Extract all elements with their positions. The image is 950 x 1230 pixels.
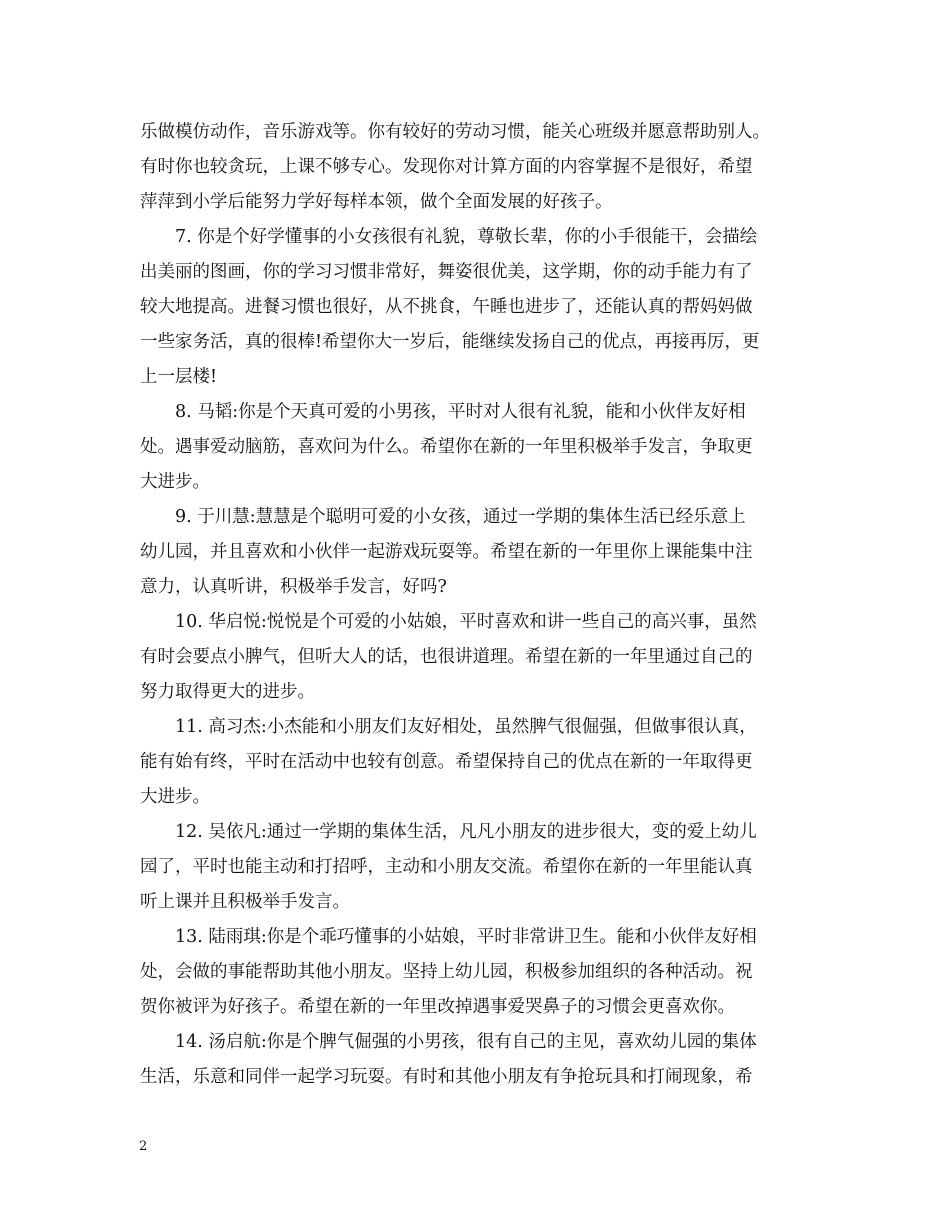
text-line: 萍萍到小学后能努力学好每样本领，做个全面发展的好孩子。 — [140, 192, 613, 212]
text-line: 11. 高习杰:小杰能和小朋友们友好相处，虽然脾气很倔强，但做事很认真， — [140, 717, 757, 737]
text-line: 9. 于川慧:慧慧是个聪明可爱的小女孩，通过一学期的集体生活已经乐意上 — [140, 507, 746, 527]
text-line: 12. 吴依凡:通过一学期的集体生活，凡凡小朋友的进步很大，变的爱上幼儿 — [140, 822, 757, 842]
text-line: 有时会要点小脾气，但听大人的话，也很讲道理。希望在新的一年里通过自己的 — [140, 647, 753, 667]
text-line: 意力，认真听讲，积极举手发言，好吗? — [140, 577, 447, 597]
text-line: 听上课并且积极举手发言。 — [140, 892, 350, 912]
text-line: 乐做模仿动作，音乐游戏等。你有较好的劳动习惯，能关心班级并愿意帮助别人。 — [140, 122, 770, 142]
text-line: 贺你被评为好孩子。希望在新的一年里改掉遇事爱哭鼻子的习惯会更喜欢你。 — [140, 997, 735, 1017]
text-line: 出美丽的图画，你的学习习惯非常好，舞姿很优美，这学期，你的动手能力有了 — [140, 262, 753, 282]
text-line: 幼儿园，并且喜欢和小伙伴一起游戏玩耍等。希望在新的一年里你上课能集中注 — [140, 542, 753, 562]
text-line: 7. 你是个好学懂事的小女孩很有礼貌，尊敬长辈，你的小手很能干，会描绘 — [140, 227, 758, 247]
text-line: 上一层楼! — [140, 367, 218, 387]
text-line: 10. 华启悦:悦悦是个可爱的小姑娘，平时喜欢和讲一些自己的高兴事，虽然 — [140, 612, 757, 632]
page-number: 2 — [139, 1139, 148, 1154]
text-line: 园了，平时也能主动和打招呼，主动和小朋友交流。希望你在新的一年里能认真 — [140, 857, 753, 877]
text-line: 大进步。 — [140, 787, 210, 807]
text-line: 生活，乐意和同伴一起学习玩耍。有时和其他小朋友有争抢玩具和打闹现象，希 — [140, 1067, 753, 1087]
text-line: 处。遇事爱动脑筋，喜欢问为什么。希望你在新的一年里积极举手发言，争取更 — [140, 437, 753, 457]
text-line: 较大地提高。进餐习惯也很好，从不挑食，午睡也进步了，还能认真的帮妈妈做 — [140, 297, 753, 317]
text-line: 有时你也较贪玩，上课不够专心。发现你对计算方面的内容掌握不是很好，希望 — [140, 157, 753, 177]
text-line: 8. 马韬:你是个天真可爱的小男孩，平时对人很有礼貌，能和小伙伴友好相 — [140, 402, 746, 422]
text-line: 能有始有终，平时在活动中也较有创意。希望保持自己的优点在新的一年取得更 — [140, 752, 753, 772]
text-line: 处，会做的事能帮助其他小朋友。坚持上幼儿园，积极参加组织的各种活动。祝 — [140, 962, 753, 982]
text-line: 14. 汤启航:你是个脾气倔强的小男孩，很有自己的主见，喜欢幼儿园的集体 — [140, 1032, 757, 1052]
text-line: 13. 陆雨琪:你是个乖巧懂事的小姑娘，平时非常讲卫生。能和小伙伴友好相 — [140, 927, 757, 947]
text-line: 一些家务活，真的很棒!希望你大一岁后，能继续发扬自己的优点，再接再厉，更 — [140, 332, 760, 352]
body-text — [140, 115, 830, 1095]
text-line: 努力取得更大的进步。 — [140, 682, 315, 702]
text-line: 大进步。 — [140, 472, 210, 492]
